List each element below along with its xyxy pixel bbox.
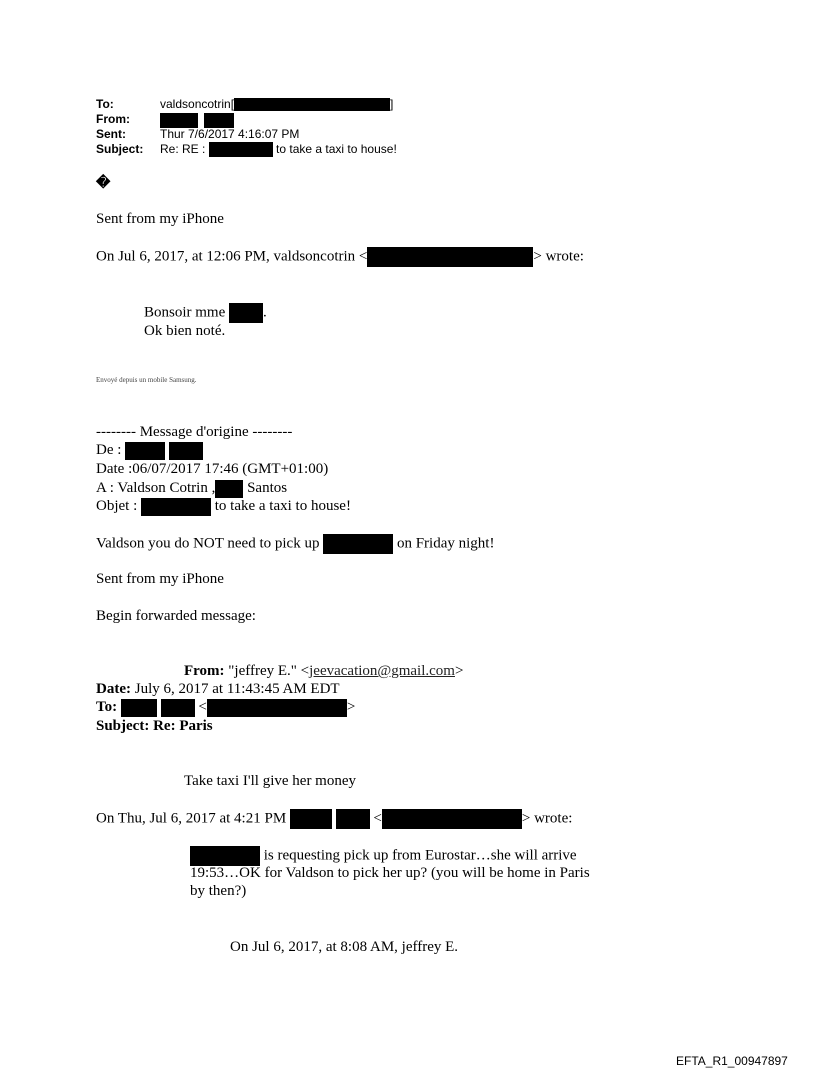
fwd-to-close: > bbox=[346, 699, 356, 715]
redaction-block bbox=[160, 113, 198, 128]
samsung-signature: Envoyé depuis un mobile Samsung. bbox=[96, 376, 197, 384]
fwd-date-value: July 6, 2017 at 11:43:45 AM EDT bbox=[134, 681, 340, 697]
valdson-line bbox=[96, 534, 494, 554]
subject-prefix: Re: RE : bbox=[160, 142, 206, 156]
redaction-block bbox=[161, 699, 195, 717]
subject-value bbox=[160, 142, 397, 157]
fwd-from-close: > bbox=[454, 663, 464, 679]
fwd-from-name: "jeffrey E." < bbox=[228, 663, 310, 679]
thu-open: < bbox=[373, 810, 382, 827]
redaction-block bbox=[121, 699, 157, 717]
valdson-suffix: on Friday night! bbox=[396, 535, 495, 552]
redaction-block bbox=[367, 247, 533, 267]
to-value bbox=[160, 97, 393, 111]
objet-line bbox=[96, 497, 351, 516]
to-close: ] bbox=[390, 97, 394, 111]
fwd-subject-label: Subject: bbox=[96, 718, 150, 734]
date-line: Date :06/07/2017 17:46 (GMT+01:00) bbox=[96, 461, 329, 477]
fwd-from-email[interactable]: jeevacation@gmail.com bbox=[309, 663, 455, 679]
valdson-prefix: Valdson you do NOT need to pick up bbox=[96, 535, 320, 552]
redaction-block bbox=[169, 442, 203, 460]
to-address: valdsoncotrin[ bbox=[160, 97, 235, 111]
greeting-period: . bbox=[263, 304, 267, 321]
fwd-subject-value: Re: Paris bbox=[153, 718, 213, 734]
reply-intro-suffix: > wrote: bbox=[533, 248, 584, 265]
objet-label: Objet : bbox=[96, 498, 138, 514]
redaction-block bbox=[125, 442, 165, 460]
footer-id: EFTA_R1_00947897 bbox=[676, 1054, 788, 1068]
subject-suffix: to take a taxi to house! bbox=[276, 142, 397, 156]
sent-value: Thur 7/6/2017 4:16:07 PM bbox=[160, 127, 300, 141]
thu-line bbox=[96, 809, 572, 829]
french-greeting bbox=[144, 303, 267, 323]
fwd-date-line bbox=[96, 680, 340, 698]
a-prefix: A : Valdson Cotrin , bbox=[96, 480, 216, 496]
fwd-from-line bbox=[184, 662, 463, 680]
final-line: On Jul 6, 2017, at 8:08 AM, jeffrey E. bbox=[230, 939, 459, 955]
sent-label: Sent: bbox=[96, 127, 126, 141]
redaction-block bbox=[190, 846, 260, 866]
redaction-block bbox=[290, 809, 332, 829]
a-line bbox=[96, 479, 287, 498]
original-separator: -------- Message d'origine -------- bbox=[96, 424, 293, 440]
de-label: De : bbox=[96, 442, 122, 458]
fwd-date-label: Date: bbox=[96, 681, 131, 697]
fwd-from-label: From: bbox=[184, 663, 225, 679]
redaction-block bbox=[323, 534, 393, 554]
redaction-block bbox=[215, 480, 243, 498]
fwd-to-open: < bbox=[198, 699, 207, 715]
redaction-block bbox=[382, 809, 522, 829]
a-suffix: Santos bbox=[247, 480, 288, 496]
subject-label: Subject: bbox=[96, 142, 144, 156]
reply-intro-prefix: On Jul 6, 2017, at 12:06 PM, valdsoncotrin < bbox=[96, 248, 368, 265]
fwd-to-label: To: bbox=[96, 699, 118, 715]
fwd-subject-line bbox=[96, 717, 213, 735]
redaction-block bbox=[204, 113, 234, 128]
to-label: To: bbox=[96, 97, 114, 111]
take-taxi: Take taxi I'll give her money bbox=[184, 773, 357, 789]
fwd-to-line bbox=[96, 698, 355, 717]
sent-from-iphone-2: Sent from my iPhone bbox=[96, 571, 224, 587]
begin-forwarded: Begin forwarded message: bbox=[96, 608, 256, 624]
redaction-block bbox=[234, 98, 390, 111]
thu-prefix: On Thu, Jul 6, 2017 at 4:21 PM bbox=[96, 810, 287, 827]
request-line-3: by then?) bbox=[190, 883, 247, 899]
request-line-1-text: is requesting pick up from Eurostar…she will arrive bbox=[263, 847, 577, 864]
redaction-block bbox=[336, 809, 370, 829]
thu-suffix: > wrote: bbox=[521, 810, 573, 827]
redaction-block bbox=[141, 498, 211, 516]
sent-from-iphone: Sent from my iPhone bbox=[96, 211, 224, 227]
request-line-2: 19:53…OK for Valdson to pick her up? (you will be home in Paris bbox=[190, 865, 590, 881]
de-line bbox=[96, 441, 203, 460]
from-label: From: bbox=[96, 112, 130, 126]
replacement-glyph: � bbox=[96, 174, 111, 190]
reply-intro bbox=[96, 247, 584, 267]
redaction-block bbox=[229, 303, 263, 323]
objet-suffix: to take a taxi to house! bbox=[214, 498, 351, 514]
redaction-block bbox=[207, 699, 347, 717]
greeting-text: Bonsoir mme bbox=[144, 304, 226, 321]
redaction-block bbox=[209, 142, 273, 157]
request-line-1 bbox=[190, 846, 577, 866]
french-ok: Ok bien noté. bbox=[144, 323, 226, 339]
